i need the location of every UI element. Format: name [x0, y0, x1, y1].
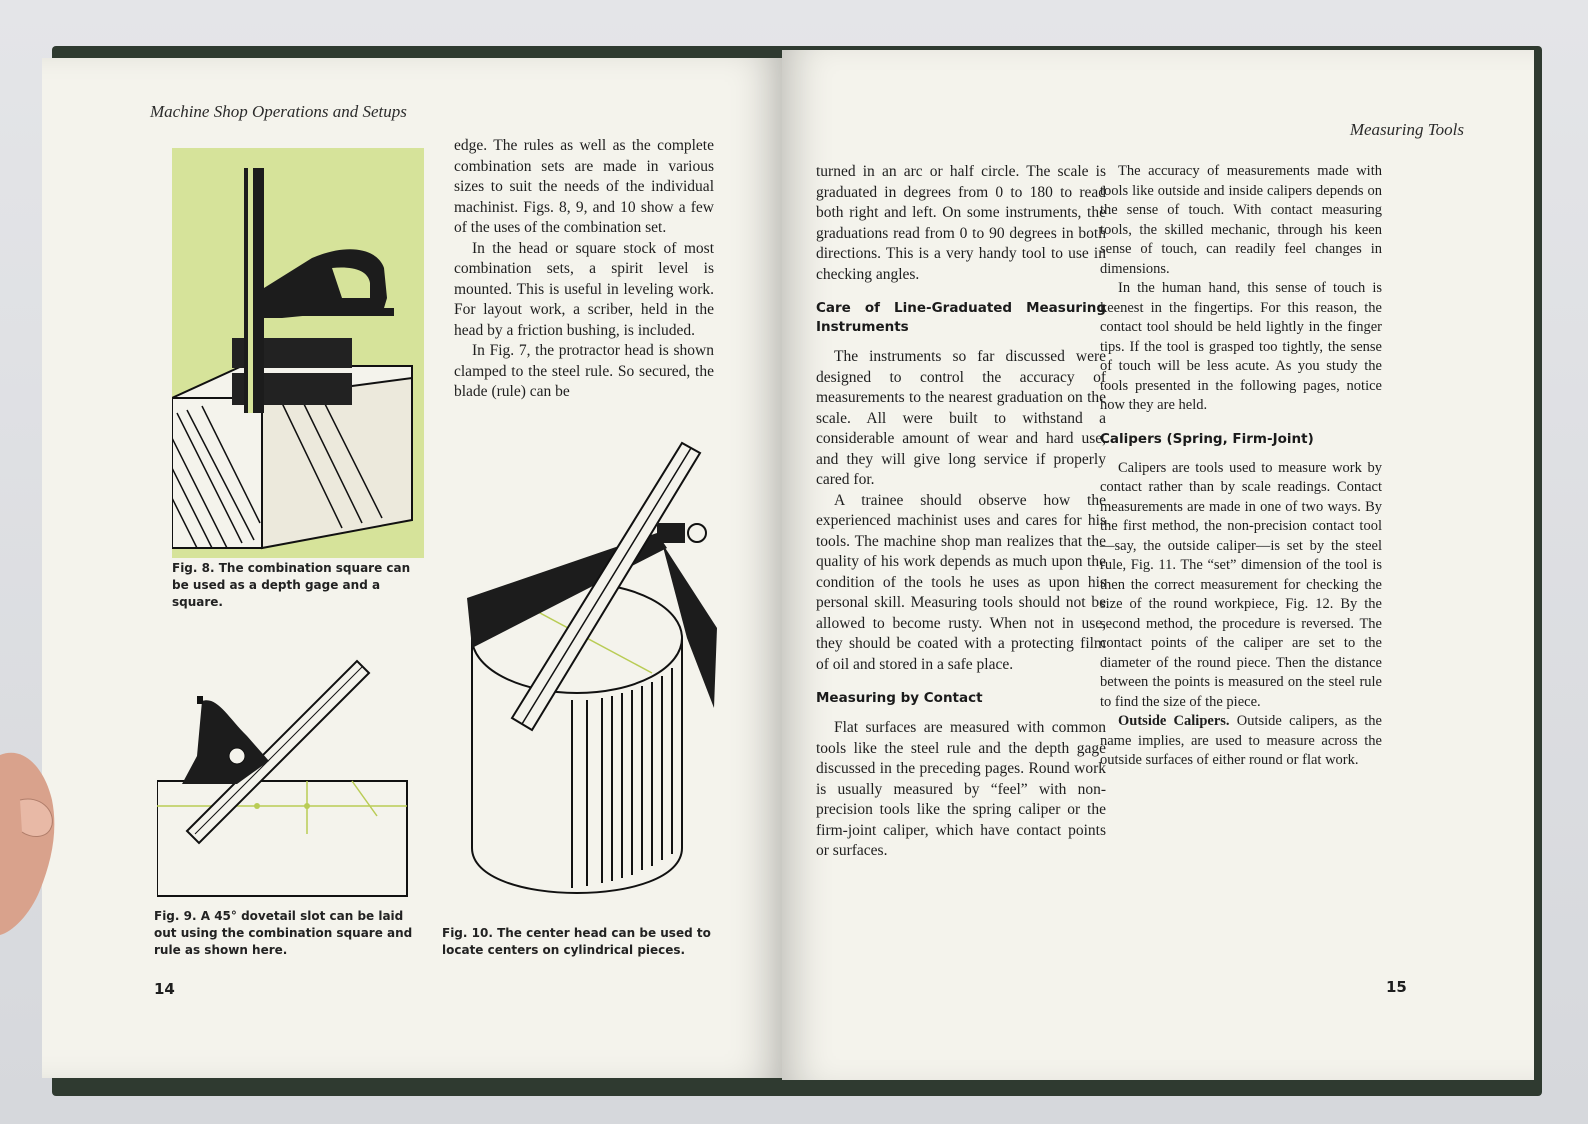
paragraph: edge. The rules as well as the complete combination sets are made in various sizes to suit the needs of the individual machinist. Figs. 8, 9, and 10 show a few of the uses of the combination set.	[454, 137, 714, 236]
running-head-left: Machine Shop Operations and Setups	[150, 102, 407, 121]
paragraph: In the head or square stock of most combination sets, a spirit level is mounted. This is useful in leveling work. For layout work, a scriber, held in the head by a friction bushing, is included.	[454, 239, 714, 339]
left-body-text	[454, 136, 714, 403]
paragraph-outside-calipers	[1100, 712, 1382, 771]
right-column-1	[816, 162, 1106, 862]
heading-measuring-by-contact: Measuring by Contact	[816, 690, 983, 706]
right-column-2	[1100, 162, 1382, 771]
heading-care-instruments: Care of Line-Graduated Measuring Instruments	[816, 300, 1106, 335]
right-page	[782, 50, 1534, 1080]
heading-calipers: Calipers (Spring, Firm-Joint)	[1100, 430, 1314, 447]
paragraph: In Fig. 7, the protractor head is shown clamped to the steel rule. So secured, the blade (rule) can be	[454, 342, 714, 400]
paragraph: In the human hand, this sense of touch is keenest in the fingertips. For this reason, the contact tool should be held lightly in the finger tips. If the tool is grasped too tightly, the sense of touch will be less acute. As you study the tools presented in the following pages, notice how they are held.	[1100, 280, 1382, 413]
left-page	[42, 58, 782, 1078]
paragraph: Flat surfaces are measured with common tools like the steel rule and the depth gage discussed in the preceding pages. Round work is usually measured by “feel” with non-precision tools like the spring caliper or the firm-joint caliper, which have contact points or surfaces.	[816, 719, 1106, 859]
runin-text: Outside calipers, as the name implies, are used to measure across the outside surfaces of either round or flat work.	[1100, 713, 1382, 768]
figure-8-caption: Fig. 8. The combination square can be used as a depth gage and a square.	[172, 561, 411, 609]
paragraph: Calipers are tools used to measure work by contact rather than by scale readings. Contact measurements are made in one of two ways. By the first method, the non-precision contact tool—say, the outside caliper—is set by the steel rule, Fig. 11. The “set” dimension of the tool is then the correct measurement for checking the size of the round workpiece, Fig. 12. By the second method, the procedure is reversed. The contact points of the caliper are set to the diameter of the round piece. Then the distance between the points is measured on the steel rule to find the size of the piece.	[1100, 459, 1382, 710]
figure-8-illustration	[172, 148, 424, 558]
figure-10-illustration	[452, 438, 727, 908]
runin-heading: Outside Calipers.	[1118, 713, 1230, 729]
running-head-right: Measuring Tools	[1349, 120, 1464, 139]
paragraph: The accuracy of measurements made with tools like outside and inside calipers depends on the sense of touch. With contact measuring tools, the skilled mechanic, through his keen sense of touch, can readily feel changes in dimensions.	[1100, 163, 1382, 277]
paragraph: A trainee should observe how the experienced machinist uses and cares for his tools. The machine shop man realizes that the quality of his work depends as much upon the condition of the tools he uses as upon his personal skill. Measuring tools should not be allowed to become rusty. When not in use, they should be coated with a protecting film of oil and stored in a safe place.	[816, 491, 1106, 673]
paragraph: turned in an arc or half circle. The scale is graduated in degrees from 0 to 180 to read both right and left. On some instruments, the graduations read from 0 to 90 degrees in both directions. This is a very handy tool to use in checking angles.	[816, 163, 1106, 283]
figure-9-illustration	[157, 656, 417, 906]
page-number-left: 14	[154, 980, 175, 998]
figure-9-caption: Fig. 9. A 45° dovetail slot can be laid out using the combination square and rule as shown here.	[154, 909, 413, 957]
hand-holding-book	[0, 740, 70, 940]
paragraph: The instruments so far discussed were designed to control the accuracy of measurements to the nearest graduation on the scale. All were built to withstand a considerable amount of wear and hard use, and they will give long service if properly cared for.	[816, 348, 1106, 488]
page-number-right: 15	[1386, 978, 1407, 996]
figure-10-caption: Fig. 10. The center head can be used to locate centers on cylindrical pieces.	[442, 926, 711, 957]
